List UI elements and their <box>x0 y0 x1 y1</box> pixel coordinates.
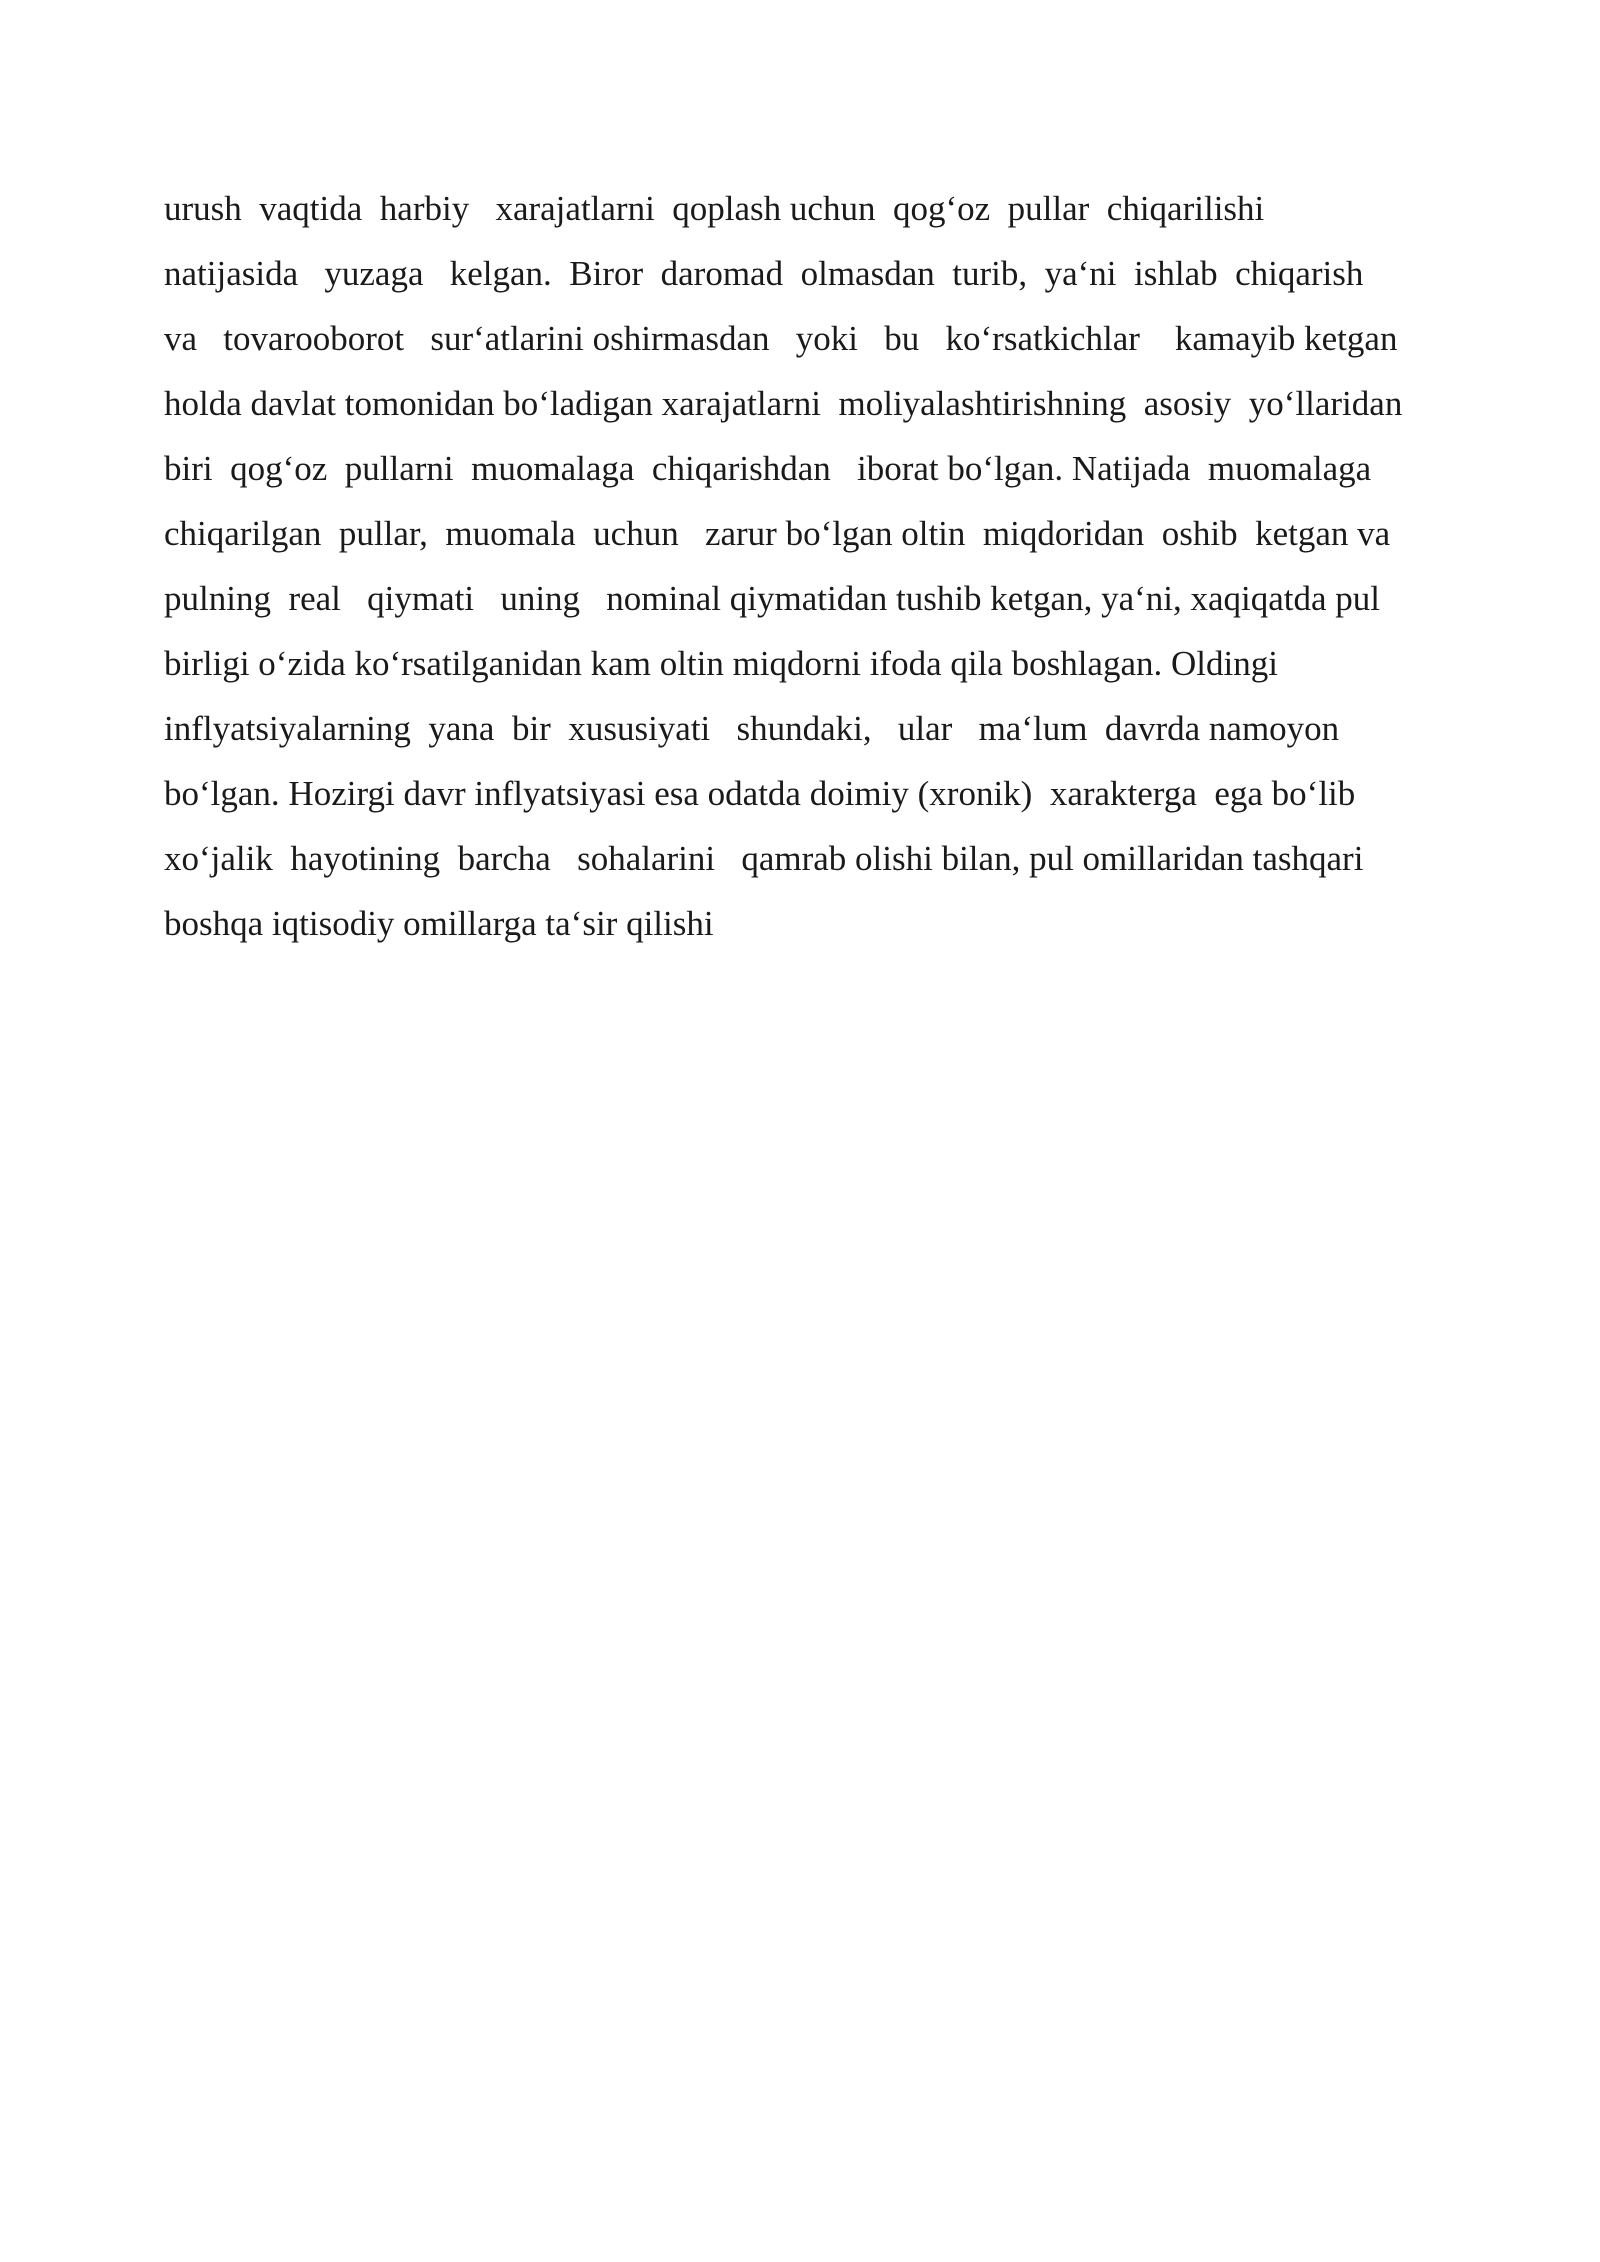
text-line: holda davlat tomonidan bo‘ladigan xarajatlarni moliyalashtirishning asosiy yo‘llaridan <box>164 384 1403 423</box>
text-line: inflyatsiyalarning yana bir xususiyati shundaki, ular ma‘lum davrda namoyon <box>164 709 1340 748</box>
text-line: biri qog‘oz pullarni muomalaga chiqarishdan iborat bo‘lgan. Natijada muomalaga <box>164 449 1372 488</box>
body-paragraph <box>164 176 1504 956</box>
text-line: boshqa iqtisodiy omillarga ta‘sir qilishi <box>164 904 714 943</box>
text-line: bo‘lgan. Hozirgi davr inflyatsiyasi esa odatda doimiy (xronik) xarakterga ega bo‘lib <box>164 774 1356 813</box>
text-line: natijasida yuzaga kelgan. Biror daromad olmasdan turib, ya‘ni ishlab chiqarish <box>164 254 1364 293</box>
text-line: pulning real qiymati uning nominal qiymatidan tushib ketgan, ya‘ni, xaqiqatda pul <box>164 579 1381 618</box>
text-line: chiqarilgan pullar, muomala uchun zarur bo‘lgan oltin miqdoridan oshib ketgan va <box>164 514 1391 553</box>
text-line: urush vaqtida harbiy xarajatlarni qoplash uchun qog‘oz pullar chiqarilishi <box>164 189 1265 228</box>
text-line: xo‘jalik hayotining barcha sohalarini qamrab olishi bilan, pul omillaridan tashqari <box>164 839 1364 878</box>
text-line: birligi o‘zida ko‘rsatilganidan kam oltin miqdorni ifoda qila boshlagan. Oldingi <box>164 644 1278 683</box>
text-line: va tovarooborot sur‘atlarini oshirmasdan yoki bu ko‘rsatkichlar kamayib ketgan <box>164 319 1398 358</box>
